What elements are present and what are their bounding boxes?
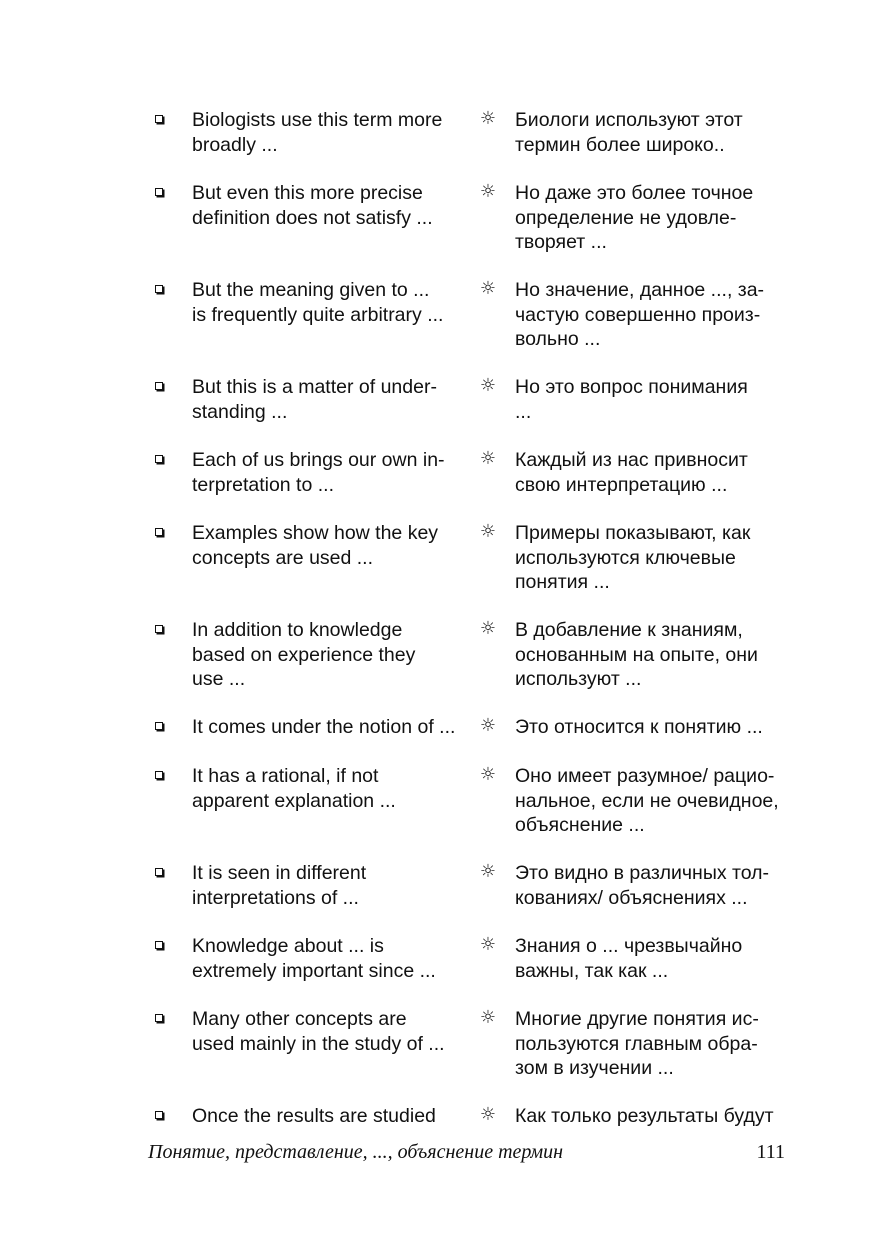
russian-translation-line: используются ключевые [515,546,736,569]
russian-translation-line: В добавление к знаниям, [515,619,743,641]
english-phrase-line: Knowledge about ... is [192,935,384,957]
english-phrase [192,861,472,910]
english-phrase-line: extremely important since ... [192,959,436,982]
english-phrase-line: standing ... [192,400,288,423]
sun-icon: ☼ [479,934,497,955]
english-phrase-line: Once the results are studied [192,1105,436,1127]
russian-translation-line: Но значение, данное ..., за- [515,279,765,301]
russian-translation-line: ... [515,400,532,423]
sun-icon: ☼ [479,1104,497,1125]
russian-translation-line: Многие другие понятия ис- [515,1008,759,1030]
russian-translation [515,1007,800,1081]
english-phrase [192,375,472,424]
russian-translation-line: свою интерпретацию ... [515,473,728,496]
square-bullet-icon [155,625,163,633]
russian-translation-line: объяснение ... [515,814,645,836]
english-phrase-line: Each of us brings our own in- [192,449,445,471]
square-bullet-icon [155,382,163,390]
russian-translation-line: творяет ... [515,231,607,253]
russian-translation-line: основанным на опыте, они [515,643,758,666]
sun-icon: ☼ [479,861,497,882]
sun-icon: ☼ [479,181,497,202]
square-bullet-icon [155,771,163,779]
english-phrase [192,521,472,570]
sun-icon: ☼ [479,278,497,299]
square-bullet-icon [155,285,163,293]
english-phrase [192,1007,472,1056]
english-phrase [192,278,472,327]
square-bullet-icon [155,868,163,876]
english-phrase [192,715,472,740]
english-phrase-line: interpretations of ... [192,886,359,909]
english-phrase-line: Examples show how the key [192,522,439,544]
russian-translation [515,861,800,910]
english-phrase [192,618,472,692]
english-phrase-line: Biologists use this term more [192,109,443,131]
english-phrase-line: used mainly in the study of ... [192,1032,445,1055]
square-bullet-icon [155,1014,163,1022]
square-bullet-icon [155,455,163,463]
english-phrase-line: broadly ... [192,133,278,156]
english-phrase [192,108,472,157]
page-number: 111 [756,1141,785,1163]
russian-translation-line: Оно имеет разумное/ рацио- [515,765,775,787]
russian-translation [515,1104,800,1129]
russian-translation-line: кованиях/ объяснениях ... [515,886,748,909]
english-phrase-line: But the meaning given to ... [192,279,430,301]
russian-translation-line: используют ... [515,668,642,690]
english-phrase-line: use ... [192,668,246,690]
square-bullet-icon [155,115,163,123]
sun-icon: ☼ [479,618,497,639]
english-phrase [192,448,472,497]
english-phrase [192,934,472,983]
square-bullet-icon [155,941,163,949]
english-phrase [192,181,472,230]
sun-icon: ☼ [479,521,497,542]
russian-translation [515,181,800,255]
english-phrase-line: It has a rational, if not [192,765,379,787]
english-phrase-line: definition does not satisfy ... [192,206,433,229]
russian-translation-line: термин более широко.. [515,133,725,156]
sun-icon: ☼ [479,764,497,785]
square-bullet-icon [155,722,163,730]
russian-translation-line: нальное, если не очевидное, [515,789,779,812]
sun-icon: ☼ [479,1007,497,1028]
square-bullet-icon [155,528,163,536]
russian-translation-line: важны, так как ... [515,959,669,982]
russian-translation-line: Но это вопрос понимания [515,376,748,398]
english-phrase-line: terpretation to ... [192,473,334,496]
russian-translation [515,448,800,497]
sun-icon: ☼ [479,448,497,469]
russian-translation-line: вольно ... [515,328,601,350]
russian-translation [515,278,800,352]
english-phrase-line: It comes under the notion of ... [192,716,456,738]
english-phrase-line: But even this more precise [192,182,423,204]
russian-translation [515,375,800,424]
russian-translation-line: Знания о ... чрезвычайно [515,935,743,957]
english-phrase [192,764,472,813]
russian-translation-line: частую совершенно произ- [515,303,761,326]
russian-translation [515,108,800,157]
russian-translation-line: зом в изучении ... [515,1057,674,1079]
russian-translation-line: Это относится к понятию ... [515,716,763,738]
english-phrase-line: In addition to knowledge [192,619,403,641]
page-footer [148,1141,788,1169]
running-title: Понятие, представление, ..., объяснение термин [148,1141,564,1163]
russian-translation [515,715,800,740]
russian-translation-line: Каждый из нас привносит [515,449,748,471]
russian-translation-line: Как только результаты будут [515,1105,774,1127]
sun-icon: ☼ [479,715,497,736]
english-phrase-line: concepts are used ... [192,546,374,569]
russian-translation [515,764,800,838]
square-bullet-icon [155,188,163,196]
english-phrase-line: It is seen in different [192,862,367,884]
english-phrase-line: based on experience they [192,643,416,666]
russian-translation-line: Но даже это более точное [515,182,754,204]
square-bullet-icon [155,1111,163,1119]
english-phrase-line: Many other concepts are [192,1008,407,1030]
english-phrase-line: apparent explanation ... [192,789,396,812]
russian-translation-line: понятия ... [515,571,610,593]
russian-translation-line: Примеры показывают, как [515,522,751,544]
russian-translation [515,618,800,692]
russian-translation-line: определение не удовле- [515,206,737,229]
sun-icon: ☼ [479,375,497,396]
russian-translation-line: пользуются главным обра- [515,1032,758,1055]
russian-translation [515,521,800,595]
sun-icon: ☼ [479,108,497,129]
english-phrase [192,1104,472,1129]
russian-translation-line: Это видно в различных тол- [515,862,770,884]
russian-translation-line: Биологи используют этот [515,109,743,131]
english-phrase-line: is frequently quite arbitrary ... [192,303,444,326]
russian-translation [515,934,800,983]
english-phrase-line: But this is a matter of under- [192,376,437,398]
